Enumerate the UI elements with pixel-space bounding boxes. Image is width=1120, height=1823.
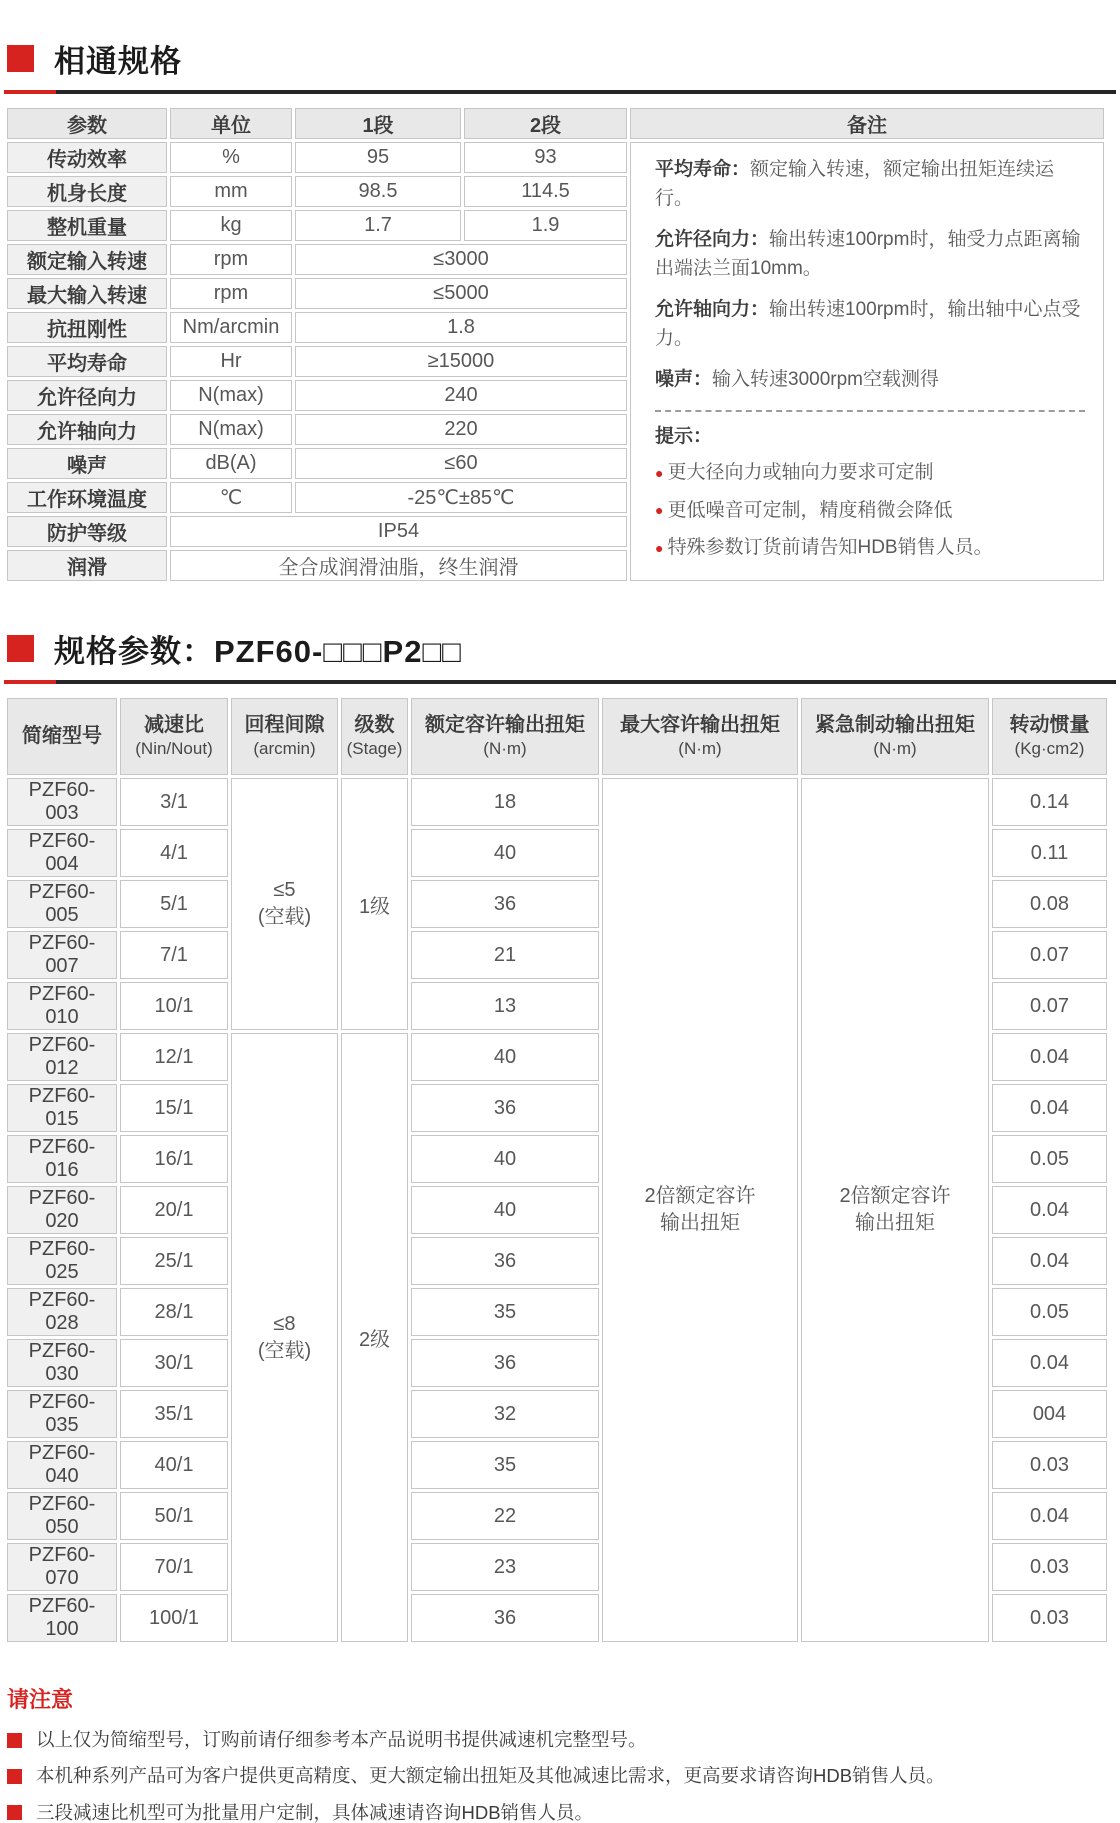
unit-cell: kg — [170, 210, 292, 241]
ratio-cell: 30/1 — [120, 1339, 228, 1387]
remark-label: 允许径向力： — [655, 229, 770, 250]
value-cell: 93 — [464, 142, 627, 173]
rated-torque-cell: 40 — [411, 829, 599, 877]
value-cell: 1.7 — [295, 210, 461, 241]
unit-cell: rpm — [170, 244, 292, 275]
inertia-cell: 0.04 — [992, 1186, 1107, 1234]
model-cell: PZF60-015 — [7, 1084, 117, 1132]
rated-torque-cell: 36 — [411, 1594, 599, 1642]
backlash-value: ≤8 — [273, 1312, 296, 1335]
ratio-cell: 16/1 — [120, 1135, 228, 1183]
param-label-cell: 润滑 — [7, 550, 167, 581]
note-bullet-icon — [7, 1769, 22, 1784]
rated-torque-cell: 35 — [411, 1288, 599, 1336]
section-title-common-spec — [4, 36, 1116, 81]
tip-text: 特殊参数订货前请告知HDB销售人员。 — [667, 537, 993, 558]
backlash-cell — [231, 1033, 338, 1642]
brake-torque-text: 2倍额定容许 — [839, 1185, 951, 1207]
note-text: 三段减速比机型可为批量用户定制，具体减速请咨询HDB销售人员。 — [36, 1801, 594, 1823]
value-cell: -25℃±85℃ — [295, 482, 627, 513]
inertia-cell: 0.04 — [992, 1033, 1107, 1081]
bullet-dot-icon: ● — [655, 464, 664, 481]
inertia-cell: 0.03 — [992, 1594, 1107, 1642]
param-label-cell: 额定输入转速 — [7, 244, 167, 275]
unit-cell: rpm — [170, 278, 292, 309]
unit-cell: % — [170, 142, 292, 173]
remark-text: 输出转速100rpm时，轴受力点距离输出端法兰面10mm。 — [655, 229, 1081, 279]
ratio-cell: 5/1 — [120, 880, 228, 928]
rated-torque-cell: 32 — [411, 1390, 599, 1438]
note-item — [7, 1766, 1116, 1786]
col-header-unit-text: 单位 — [211, 115, 251, 137]
rated-torque-cell: 18 — [411, 778, 599, 826]
ratio-cell: 70/1 — [120, 1543, 228, 1591]
stage-cell: 2级 — [341, 1033, 408, 1642]
model-cell: PZF60-070 — [7, 1543, 117, 1591]
note-text: 本机种系列产品可为客户提供更高精度、更大额定输出扭矩及其他减速比需求，更高要求请咨询HDB销售人员。 — [36, 1765, 945, 1787]
param-label-cell: 最大输入转速 — [7, 278, 167, 309]
model-cell: PZF60-010 — [7, 982, 117, 1030]
remark-text: 额定输入转速，额定输出扭矩连续运行。 — [655, 159, 1055, 209]
col-header-remark: 备注 — [630, 108, 1104, 139]
table-header-row — [7, 108, 1104, 139]
model-cell: PZF60-004 — [7, 829, 117, 877]
param-label-cell: 工作环境温度 — [7, 482, 167, 513]
tip-item — [655, 459, 1085, 488]
value-cell: IP54 — [170, 516, 627, 547]
rated-torque-cell: 35 — [411, 1441, 599, 1489]
ratio-cell: 4/1 — [120, 829, 228, 877]
header-sub: (Kg·cm2) — [1014, 739, 1085, 759]
inertia-cell: 0.11 — [992, 829, 1107, 877]
max-torque-text: 输出扭矩 — [660, 1212, 740, 1234]
unit-cell: Hr — [170, 346, 292, 377]
header-main: 减速比 — [144, 714, 204, 737]
model-cell: PZF60-003 — [7, 778, 117, 826]
rated-torque-cell: 40 — [411, 1135, 599, 1183]
model-cell: PZF60-007 — [7, 931, 117, 979]
param-label-cell: 抗扭刚性 — [7, 312, 167, 343]
remark-label: 平均寿命： — [655, 159, 751, 180]
value-cell: ≥15000 — [295, 346, 627, 377]
spec-sheet-page — [0, 36, 1120, 1823]
param-label-cell: 机身长度 — [7, 176, 167, 207]
inertia-cell: 0.03 — [992, 1543, 1107, 1591]
rated-torque-cell: 21 — [411, 931, 599, 979]
header-sub: (arcmin) — [253, 739, 316, 759]
inertia-cell: 0.07 — [992, 982, 1107, 1030]
tip-item — [655, 497, 1085, 526]
title-underline — [4, 90, 1116, 94]
unit-cell: ℃ — [170, 482, 292, 513]
param-label-cell: 传动效率 — [7, 142, 167, 173]
header-main: 紧急制动输出扭矩 — [815, 714, 975, 737]
col-header-stage — [341, 698, 408, 775]
header-sub: (N·m) — [483, 739, 527, 759]
remark-paragraph — [655, 366, 1085, 395]
rated-torque-cell: 36 — [411, 880, 599, 928]
header-sub: (N·m) — [678, 739, 722, 759]
note-text: 以上仅为简缩型号，订购前请仔细参考本产品说明书提供减速机完整型号。 — [36, 1729, 647, 1750]
model-cell: PZF60-040 — [7, 1441, 117, 1489]
param-label-cell: 允许轴向力 — [7, 414, 167, 445]
common-spec-table — [4, 105, 1107, 584]
inertia-cell: 0.04 — [992, 1492, 1107, 1540]
ratio-cell: 3/1 — [120, 778, 228, 826]
rated-torque-cell: 36 — [411, 1084, 599, 1132]
tip-text: 更低噪音可定制，精度稍微会降低 — [667, 499, 953, 521]
backlash-condition: (空载) — [257, 1339, 312, 1362]
col-header-brake-torque — [801, 698, 989, 775]
inertia-cell: 0.03 — [992, 1441, 1107, 1489]
header-main: 简缩型号 — [22, 725, 102, 747]
model-spec-table — [4, 695, 1110, 1645]
tip-item — [655, 534, 1085, 563]
remark-cell — [630, 142, 1104, 581]
param-label-cell: 允许径向力 — [7, 380, 167, 411]
backlash-value: ≤5 — [273, 879, 296, 901]
note-item — [7, 1803, 1116, 1823]
col-header-max-torque — [602, 698, 798, 775]
ratio-cell: 40/1 — [120, 1441, 228, 1489]
unit-cell: Nm/arcmin — [170, 312, 292, 343]
bullet-dot-icon: ● — [655, 539, 664, 556]
ratio-cell: 7/1 — [120, 931, 228, 979]
brake-torque-cell — [801, 778, 989, 1642]
value-cell: 114.5 — [464, 176, 627, 207]
title-underline — [4, 680, 1116, 684]
value-cell: ≤5000 — [295, 278, 627, 309]
value-cell: 全合成润滑油脂，终生润滑 — [170, 550, 627, 581]
col-header-unit — [170, 108, 292, 139]
rated-torque-cell: 22 — [411, 1492, 599, 1540]
model-cell: PZF60-035 — [7, 1390, 117, 1438]
value-cell: 240 — [295, 380, 627, 411]
ratio-cell: 28/1 — [120, 1288, 228, 1336]
param-label-cell: 防护等级 — [7, 516, 167, 547]
unit-cell: N(max) — [170, 414, 292, 445]
section-title-text: 规格参数：PZF60-□□□P2□□ — [54, 634, 462, 669]
rated-torque-cell: 40 — [411, 1186, 599, 1234]
inertia-cell: 0.05 — [992, 1135, 1107, 1183]
col-header-model — [7, 698, 117, 775]
model-cell: PZF60-100 — [7, 1594, 117, 1642]
ratio-cell: 100/1 — [120, 1594, 228, 1642]
inertia-cell: 0.04 — [992, 1084, 1107, 1132]
inertia-cell: 0.08 — [992, 880, 1107, 928]
rated-torque-cell: 23 — [411, 1543, 599, 1591]
model-cell: PZF60-016 — [7, 1135, 117, 1183]
col-header-backlash — [231, 698, 338, 775]
value-cell: 95 — [295, 142, 461, 173]
backlash-condition: (空载) — [257, 906, 312, 928]
backlash-cell — [231, 778, 338, 1030]
rated-torque-cell: 36 — [411, 1339, 599, 1387]
inertia-cell: 0.05 — [992, 1288, 1107, 1336]
section-title-text: 相通规格 — [54, 44, 182, 79]
model-cell: PZF60-050 — [7, 1492, 117, 1540]
note-bullet-icon — [7, 1733, 22, 1748]
rated-torque-cell: 13 — [411, 982, 599, 1030]
value-cell: ≤3000 — [295, 244, 627, 275]
remark-paragraph — [655, 156, 1085, 213]
rated-torque-cell: 36 — [411, 1237, 599, 1285]
header-main: 转动惯量 — [1009, 714, 1090, 737]
model-cell: PZF60-012 — [7, 1033, 117, 1081]
ratio-cell: 50/1 — [120, 1492, 228, 1540]
remark-label: 噪声： — [655, 369, 713, 390]
header-main: 级数 — [354, 714, 395, 737]
stage-cell: 1级 — [341, 778, 408, 1030]
section-title-model-spec — [4, 626, 1116, 671]
col-header-seg2: 2段 — [464, 108, 627, 139]
red-square-icon — [7, 635, 34, 662]
inertia-cell: 0.14 — [992, 778, 1107, 826]
max-torque-cell — [602, 778, 798, 1642]
ratio-cell: 25/1 — [120, 1237, 228, 1285]
value-cell: ≤60 — [295, 448, 627, 479]
note-item — [7, 1730, 1116, 1750]
param-label-cell: 整机重量 — [7, 210, 167, 241]
unit-cell: N(max) — [170, 380, 292, 411]
inertia-cell: 0.04 — [992, 1339, 1107, 1387]
ratio-cell: 35/1 — [120, 1390, 228, 1438]
table-row — [7, 778, 1107, 826]
value-cell: 220 — [295, 414, 627, 445]
max-torque-text: 2倍额定容许 — [644, 1185, 756, 1207]
remark-label: 允许轴向力： — [655, 299, 770, 320]
remark-text: 输入转速3000rpm空载测得 — [712, 369, 940, 390]
header-main: 额定容许输出扭矩 — [425, 714, 585, 737]
inertia-cell: 004 — [992, 1390, 1107, 1438]
note-bullet-icon — [7, 1805, 22, 1820]
col-header-inertia — [992, 698, 1107, 775]
param-label-cell: 平均寿命 — [7, 346, 167, 377]
col-header-seg1: 1段 — [295, 108, 461, 139]
rated-torque-cell: 40 — [411, 1033, 599, 1081]
model-cell: PZF60-030 — [7, 1339, 117, 1387]
header-sub: (Nin/Nout) — [135, 739, 213, 759]
dashed-divider — [655, 410, 1085, 412]
red-square-icon — [7, 45, 34, 72]
model-cell: PZF60-028 — [7, 1288, 117, 1336]
header-sub: (Stage) — [346, 739, 403, 759]
tip-text: 更大径向力或轴向力要求可定制 — [667, 462, 934, 483]
model-cell: PZF60-005 — [7, 880, 117, 928]
remark-paragraph — [655, 226, 1085, 283]
header-sub: (N·m) — [873, 739, 917, 759]
col-header-rated-torque — [411, 698, 599, 775]
unit-cell: mm — [170, 176, 292, 207]
param-label-cell: 噪声 — [7, 448, 167, 479]
unit-cell: dB(A) — [170, 448, 292, 479]
table-row — [7, 142, 1104, 173]
value-cell: 1.9 — [464, 210, 627, 241]
tips-label: 提示： — [655, 425, 713, 447]
inertia-cell: 0.07 — [992, 931, 1107, 979]
header-main: 最大容许输出扭矩 — [620, 714, 780, 737]
value-cell: 98.5 — [295, 176, 461, 207]
table-header-row — [7, 698, 1107, 775]
notes-section — [4, 1683, 1116, 1823]
notes-title: 请注意 — [7, 1687, 74, 1712]
model-cell: PZF60-020 — [7, 1186, 117, 1234]
inertia-cell: 0.04 — [992, 1237, 1107, 1285]
remark-text: 输出转速100rpm时，输出轴中心点受力。 — [655, 299, 1081, 349]
value-cell: 1.8 — [295, 312, 627, 343]
col-header-ratio — [120, 698, 228, 775]
bullet-dot-icon: ● — [655, 502, 664, 519]
ratio-cell: 12/1 — [120, 1033, 228, 1081]
header-main: 回程间隙 — [244, 714, 325, 737]
brake-torque-text: 输出扭矩 — [855, 1212, 935, 1234]
model-cell: PZF60-025 — [7, 1237, 117, 1285]
ratio-cell: 10/1 — [120, 982, 228, 1030]
ratio-cell: 20/1 — [120, 1186, 228, 1234]
col-header-param: 参数 — [7, 108, 167, 139]
remark-paragraph — [655, 296, 1085, 353]
ratio-cell: 15/1 — [120, 1084, 228, 1132]
